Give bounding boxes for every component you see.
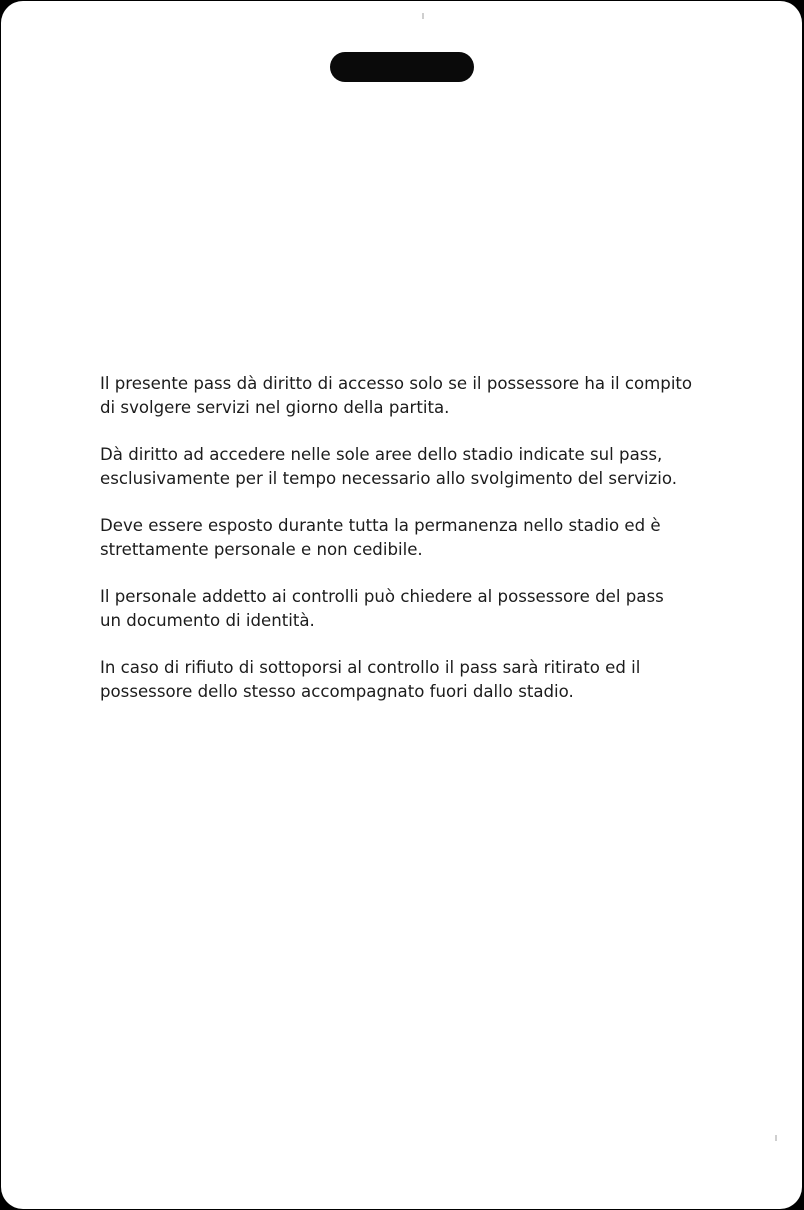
terms-line: In caso di rifiuto di sottoporsi al controllo il pass sarà ritirato ed il: [100, 658, 641, 677]
terms-paragraph-3: [100, 514, 712, 562]
terms-line: Deve essere esposto durante tutta la permanenza nello stadio ed è: [100, 516, 661, 535]
terms-line: Il personale addetto ai controlli può chiedere al possessore del pass: [100, 587, 664, 606]
dust-speck: [422, 13, 424, 19]
terms-line: esclusivamente per il tempo necessario allo svolgimento del servizio.: [100, 469, 677, 488]
terms-paragraph-4: [100, 585, 712, 633]
terms-line: di svolgere servizi nel giorno della partita.: [100, 398, 450, 417]
dust-speck: [775, 1135, 777, 1141]
terms-line: un documento di identità.: [100, 611, 315, 630]
terms-paragraph-2: [100, 443, 712, 491]
lanyard-slot: [330, 52, 474, 82]
access-pass-card: [1, 1, 802, 1209]
terms-line: possessore dello stesso accompagnato fuori dallo stadio.: [100, 682, 574, 701]
terms-line: Il presente pass dà diritto di accesso solo se il possessore ha il compito: [100, 374, 693, 393]
terms-paragraph-1: [100, 372, 712, 420]
terms-line: Dà diritto ad accedere nelle sole aree dello stadio indicate sul pass,: [100, 445, 663, 464]
terms-line: strettamente personale e non cedibile.: [100, 540, 423, 559]
pass-terms: [100, 372, 712, 727]
terms-paragraph-5: [100, 656, 712, 704]
